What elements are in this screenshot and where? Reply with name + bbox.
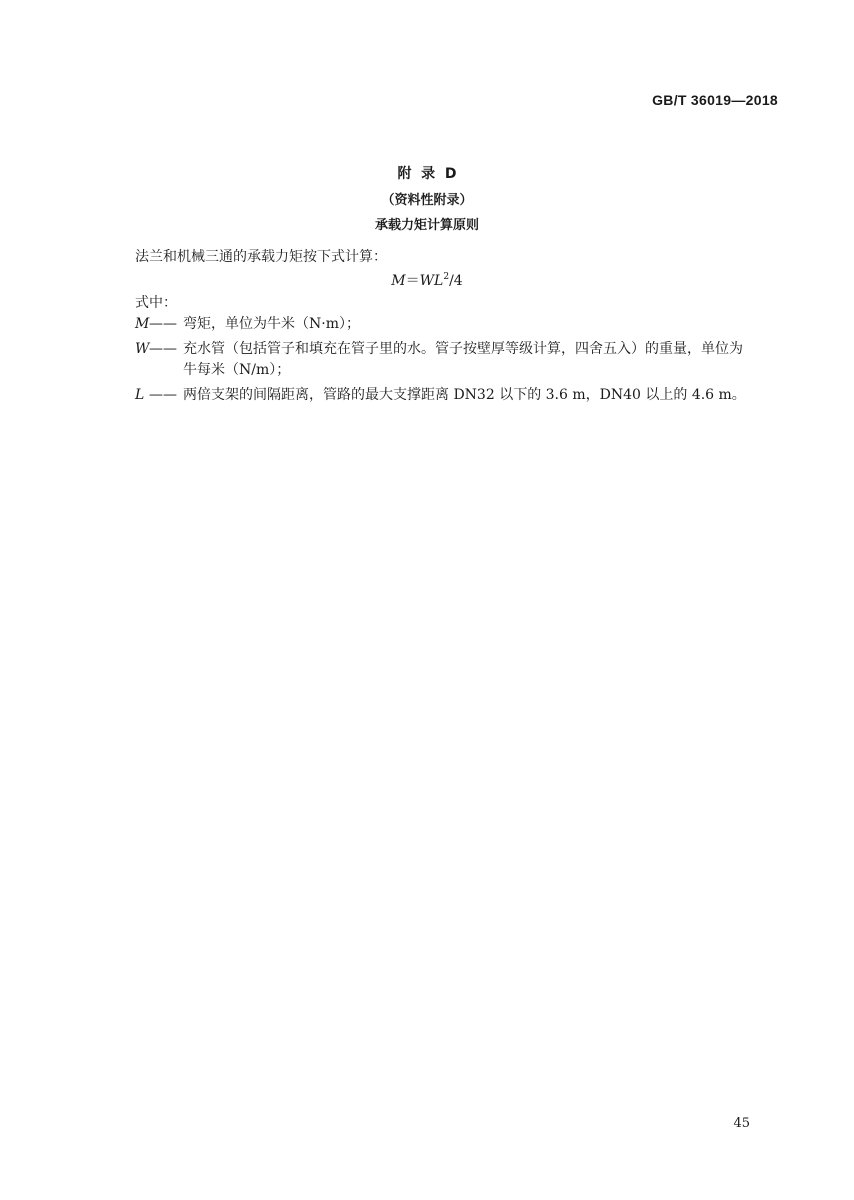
definition-symbol: M (135, 316, 150, 332)
definition-text: 两倍支架的间隔距离，管路的最大支撑距离 DN32 以下的 3.6 m，DN40 以上的 4.6 m。 (183, 387, 746, 403)
formula-rhs-tail: /4 (449, 273, 463, 289)
definition-dash: —— (149, 316, 177, 332)
definition-dash: —— (149, 341, 177, 357)
moment-formula (0, 270, 854, 290)
definition-row-w (135, 338, 743, 360)
definition-text: 弯矩，单位为牛米（N·m）； (183, 316, 360, 332)
appendix-title: 附 录 D (397, 166, 457, 182)
definition-row-l (135, 384, 746, 406)
definition-symbol: W (135, 341, 150, 357)
appendix-heading: 承载力矩计算原则 (374, 218, 479, 233)
formula-equals: ＝ (405, 273, 420, 289)
formula-lhs: M (391, 273, 406, 289)
page-number: 45 (733, 1116, 750, 1131)
definition-dash: —— (149, 387, 177, 403)
standard-code: GB/T 36019—2018 (652, 92, 778, 108)
where-label: 式中： (135, 295, 177, 311)
definition-continuation: 牛每米（N/m）； (183, 362, 291, 378)
intro-paragraph: 法兰和机械三通的承载力矩按下式计算： (135, 249, 387, 265)
formula-exponent: 2 (443, 272, 450, 282)
definition-symbol: L (135, 387, 145, 403)
formula-rhs-var: WL (419, 273, 444, 289)
appendix-type: （资料性附录） (381, 193, 473, 208)
definition-row-m (135, 313, 360, 335)
definition-text: 充水管（包括管子和填充在管子里的水。管子按壁厚等级计算，四舍五入）的重量，单位为 (183, 341, 743, 357)
